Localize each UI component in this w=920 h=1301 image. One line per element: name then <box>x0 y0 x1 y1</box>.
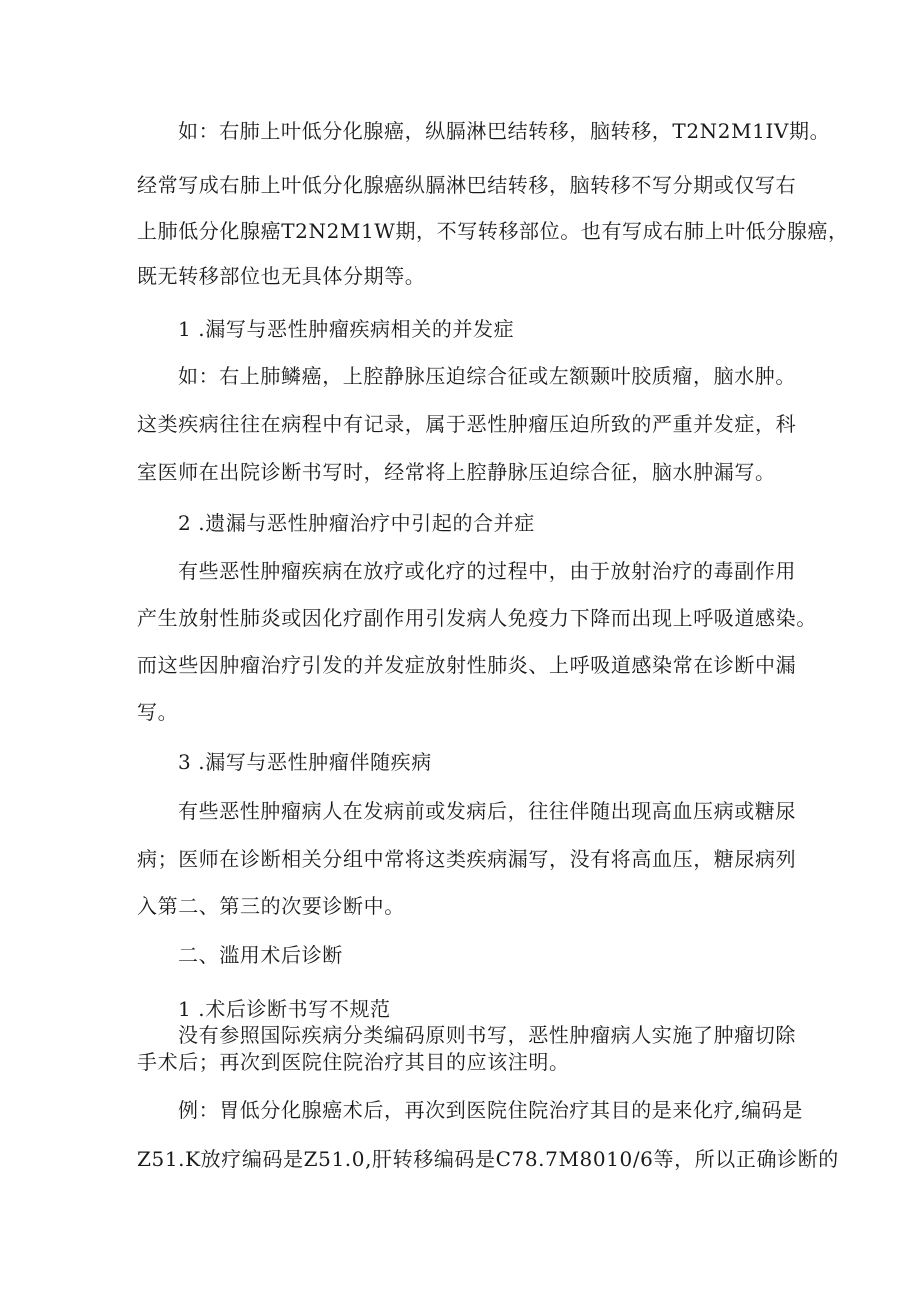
paragraph-line: 而这些因肿瘤治疗引发的并发症放射性肺炎、上呼吸道感染常在诊断中漏 <box>137 653 797 677</box>
paragraph-line: 有些恶性肿瘤病人在发病前或发病后，往往伴随出现高血压病或糖尿 <box>178 799 796 823</box>
section-heading: 二、滥用术后诊断 <box>178 943 343 967</box>
paragraph-line: 既无转移部位也无具体分期等。 <box>137 264 426 288</box>
paragraph-line: 室医师在出院诊断书写时，经常将上腔静脉压迫综合征，脑水肿漏写。 <box>137 460 776 484</box>
section-heading: 2 .遗漏与恶性肿瘤治疗中引起的合并症 <box>178 511 535 535</box>
section-heading: 3 .漏写与恶性肿瘤伴随疾病 <box>178 750 432 774</box>
paragraph-line: 经常写成右肺上叶低分化腺癌纵膈淋巴结转移，脑转移不写分期或仅写右 <box>137 173 797 197</box>
paragraph-line: 病；医师在诊断相关分组中常将这类疾病漏写，没有将高血压，糖尿病列 <box>137 847 797 871</box>
paragraph-line: 如：右上肺鳞癌，上腔静脉压迫综合征或左额颞叶胶质瘤，脑水肿。 <box>178 364 796 388</box>
paragraph-line: Z51.K放疗编码是Z51.0,肝转移编码是C78.7M8010/6等，所以正确诊断的 <box>137 1147 839 1171</box>
paragraph-line: 没有参照国际疾病分类编码原则书写，恶性肿瘤病人实施了肿瘤切除 <box>178 1023 796 1047</box>
paragraph-line: 如：右肺上叶低分化腺癌，纵膈淋巴结转移，脑转移，T2N2M1IV期。 <box>178 119 831 143</box>
paragraph-line: 产生放射性肺炎或因化疗副作用引发病人免疫力下降而出现上呼吸道感染。 <box>137 606 817 630</box>
section-heading: 1 .漏写与恶性肿瘤疾病相关的并发症 <box>178 317 515 341</box>
paragraph-line: 上肺低分化腺癌T2N2M1W期，不写转移部位。也有写成右肺上叶低分腺癌， <box>137 219 849 243</box>
paragraph-line: 入第二、第三的次要诊断中。 <box>137 894 405 918</box>
paragraph-line: 有些恶性肿瘤疾病在放疗或化疗的过程中，由于放射治疗的毒副作用 <box>178 559 796 583</box>
paragraph-line: 例：胃低分化腺癌术后，再次到医院住院治疗其目的是来化疗,编码是 <box>178 1098 803 1122</box>
paragraph-line: 这类疾病往往在病程中有记录，属于恶性肿瘤压迫所致的严重并发症，科 <box>137 412 797 436</box>
paragraph-line: 手术后；再次到医院住院治疗其目的应该注明。 <box>137 1050 570 1074</box>
paragraph-line: 写。 <box>137 700 179 724</box>
section-heading: 1 .术后诊断书写不规范 <box>178 997 391 1021</box>
